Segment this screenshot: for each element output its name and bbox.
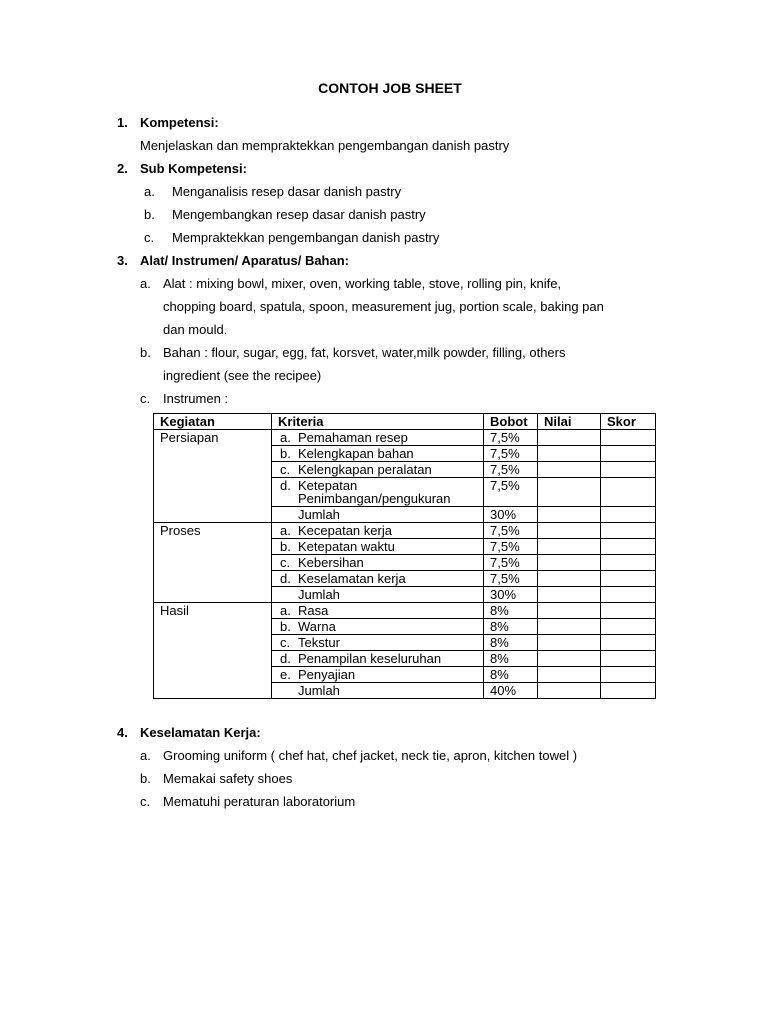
kegiatan-cell-empty — [154, 667, 272, 683]
list-item: Mematuhi peraturan laboratorium — [163, 794, 356, 809]
criteria-text: Warna — [298, 619, 336, 634]
kegiatan-cell-empty — [154, 555, 272, 571]
criteria-letter: d. — [280, 478, 291, 493]
criteria-text: Penampilan keseluruhan — [298, 651, 442, 666]
skor-cell[interactable] — [601, 603, 656, 619]
skor-cell[interactable] — [601, 446, 656, 462]
nilai-cell[interactable] — [538, 478, 601, 507]
skor-cell[interactable] — [601, 667, 656, 683]
alat-text-line: chopping board, spatula, spoon, measurement jug, portion scale, baking pan — [163, 299, 604, 314]
section-3-heading: Alat/ Instrumen/ Aparatus/ Bahan: — [140, 253, 349, 268]
criteria-letter — [278, 508, 298, 521]
kegiatan-cell-empty — [154, 571, 272, 587]
kriteria-cell — [272, 571, 484, 587]
table-row — [154, 430, 656, 446]
list-item-letter: a. — [140, 276, 151, 291]
kegiatan-cell: Proses — [154, 523, 272, 539]
skor-cell[interactable] — [601, 539, 656, 555]
instrument-table — [153, 413, 656, 699]
criteria-text: Keselamatan kerja — [298, 571, 406, 586]
criteria-text: Jumlah — [298, 587, 340, 602]
nilai-cell[interactable] — [538, 507, 601, 523]
kriteria-cell — [272, 430, 484, 446]
nilai-cell[interactable] — [538, 667, 601, 683]
criteria-letter: d. — [280, 571, 291, 586]
table-row — [154, 539, 656, 555]
bobot-cell: 7,5% — [484, 462, 538, 478]
table-row — [154, 667, 656, 683]
criteria-letter: b. — [280, 446, 291, 461]
criteria-letter: c. — [280, 462, 291, 477]
kriteria-cell — [272, 446, 484, 462]
table-row — [154, 507, 656, 523]
list-item: Menganalisis resep dasar danish pastry — [172, 184, 402, 199]
bobot-cell: 8% — [484, 619, 538, 635]
kegiatan-cell-empty — [154, 478, 272, 507]
bahan-text-line: ingredient (see the recipee) — [163, 368, 322, 383]
skor-cell[interactable] — [601, 635, 656, 651]
list-item-letter: b. — [144, 207, 155, 222]
criteria-text: Pemahaman resep — [298, 430, 408, 445]
criteria-text: Ketepatan waktu — [298, 539, 395, 554]
list-item-letter: a. — [140, 748, 151, 763]
list-item: Mengembangkan resep dasar danish pastry — [172, 207, 426, 222]
table-header-row — [154, 414, 656, 430]
criteria-text: Penyajian — [298, 667, 356, 682]
criteria-text: Kecepatan kerja — [298, 523, 392, 538]
skor-cell[interactable] — [601, 555, 656, 571]
kriteria-cell — [272, 619, 484, 635]
skor-cell[interactable] — [601, 619, 656, 635]
bobot-cell: 7,5% — [484, 571, 538, 587]
table-row — [154, 651, 656, 667]
nilai-cell[interactable] — [538, 462, 601, 478]
skor-cell[interactable] — [601, 478, 656, 507]
kegiatan-cell-empty — [154, 462, 272, 478]
alat-text-line: Alat : mixing bowl, mixer, oven, working table, stove, rolling pin, knife, — [163, 276, 562, 291]
bahan-text-line: Bahan : flour, sugar, egg, fat, korsvet, water,milk powder, filling, others — [163, 345, 566, 360]
nilai-cell[interactable] — [538, 635, 601, 651]
nilai-cell[interactable] — [538, 523, 601, 539]
table-row — [154, 683, 656, 699]
skor-cell[interactable] — [601, 683, 656, 699]
criteria-letter: b. — [280, 619, 291, 634]
skor-cell[interactable] — [601, 430, 656, 446]
criteria-letter: a. — [280, 430, 291, 445]
kriteria-cell — [272, 587, 484, 603]
column-header: Bobot — [484, 414, 538, 430]
kriteria-cell — [272, 683, 484, 699]
kegiatan-cell-empty — [154, 683, 272, 699]
nilai-cell[interactable] — [538, 446, 601, 462]
criteria-letter: c. — [280, 635, 291, 650]
bobot-cell: 8% — [484, 635, 538, 651]
bobot-cell: 7,5% — [484, 478, 538, 507]
criteria-text: Jumlah — [298, 507, 340, 522]
section-1-text: Menjelaskan dan mempraktekkan pengembangan danish pastry — [140, 138, 510, 153]
kriteria-cell — [272, 539, 484, 555]
column-header: Kriteria — [272, 414, 484, 430]
table-body — [154, 430, 656, 699]
bobot-cell: 7,5% — [484, 523, 538, 539]
table-row — [154, 478, 656, 507]
list-item-letter: c. — [140, 794, 151, 809]
kegiatan-cell: Persiapan — [154, 430, 272, 446]
instrumen-label: Instrumen : — [163, 391, 229, 406]
list-item: Mempraktekkan pengembangan danish pastry — [172, 230, 440, 245]
nilai-cell[interactable] — [538, 539, 601, 555]
criteria-text: Ketepatan Penimbangan/pengukuran — [298, 478, 451, 506]
criteria-text: Kelengkapan peralatan — [298, 462, 432, 477]
kriteria-cell — [272, 462, 484, 478]
list-item: Memakai safety shoes — [163, 771, 293, 786]
bobot-cell: 8% — [484, 603, 538, 619]
list-item-letter: c. — [140, 391, 151, 406]
bobot-cell: 8% — [484, 651, 538, 667]
kegiatan-cell-empty — [154, 446, 272, 462]
criteria-text: Tekstur — [298, 635, 340, 650]
table-row — [154, 555, 656, 571]
bobot-cell: 7,5% — [484, 539, 538, 555]
kegiatan-cell-empty — [154, 635, 272, 651]
kegiatan-cell-empty — [154, 651, 272, 667]
list-item-letter: b. — [140, 345, 151, 360]
nilai-cell[interactable] — [538, 619, 601, 635]
section-4-number: 4. — [117, 725, 128, 740]
table-row — [154, 619, 656, 635]
skor-cell[interactable] — [601, 587, 656, 603]
kriteria-cell — [272, 667, 484, 683]
bobot-cell: 7,5% — [484, 446, 538, 462]
kegiatan-cell-empty — [154, 619, 272, 635]
nilai-cell[interactable] — [538, 555, 601, 571]
nilai-cell[interactable] — [538, 651, 601, 667]
kegiatan-cell: Hasil — [154, 603, 272, 619]
section-2-heading: Sub Kompetensi: — [140, 161, 247, 176]
kegiatan-cell-empty — [154, 539, 272, 555]
list-item-letter: b. — [140, 771, 151, 786]
section-1-number: 1. — [117, 115, 128, 130]
criteria-text: Rasa — [298, 603, 329, 618]
criteria-letter: b. — [280, 539, 291, 554]
nilai-cell[interactable] — [538, 603, 601, 619]
bobot-cell: 30% — [484, 507, 538, 523]
criteria-text: Kelengkapan bahan — [298, 446, 414, 461]
skor-cell[interactable] — [601, 523, 656, 539]
column-header: Nilai — [538, 414, 601, 430]
alat-text-line: dan mould. — [163, 322, 228, 337]
kegiatan-cell-empty — [154, 587, 272, 603]
kriteria-cell — [272, 507, 484, 523]
bobot-cell: 8% — [484, 667, 538, 683]
kriteria-cell — [272, 555, 484, 571]
table-row — [154, 462, 656, 478]
skor-cell[interactable] — [601, 651, 656, 667]
table-row — [154, 446, 656, 462]
bobot-cell: 7,5% — [484, 555, 538, 571]
criteria-letter: d. — [280, 651, 291, 666]
page-title: CONTOH JOB SHEET — [318, 80, 462, 96]
criteria-letter — [278, 684, 298, 697]
column-header: Kegiatan — [154, 414, 272, 430]
kriteria-cell — [272, 523, 484, 539]
kriteria-cell — [272, 478, 484, 507]
column-header: Skor — [601, 414, 656, 430]
criteria-letter: a. — [280, 523, 291, 538]
table-row — [154, 523, 656, 539]
table-row — [154, 571, 656, 587]
bobot-cell: 30% — [484, 587, 538, 603]
criteria-text: Kebersihan — [298, 555, 364, 570]
kegiatan-cell-empty — [154, 507, 272, 523]
nilai-cell[interactable] — [538, 683, 601, 699]
criteria-letter: c. — [280, 555, 291, 570]
kriteria-cell — [272, 635, 484, 651]
criteria-letter: e. — [280, 667, 291, 682]
list-item-letter: a. — [144, 184, 155, 199]
skor-cell[interactable] — [601, 571, 656, 587]
section-2-number: 2. — [117, 161, 128, 176]
list-item: Grooming uniform ( chef hat, chef jacket, neck tie, apron, kitchen towel ) — [163, 748, 578, 763]
criteria-letter: a. — [280, 603, 291, 618]
skor-cell[interactable] — [601, 462, 656, 478]
bobot-cell: 7,5% — [484, 430, 538, 446]
skor-cell[interactable] — [601, 507, 656, 523]
criteria-text: Jumlah — [298, 683, 340, 698]
list-item-letter: c. — [144, 230, 155, 245]
section-4-heading: Keselamatan Kerja: — [140, 725, 261, 740]
kriteria-cell — [272, 651, 484, 667]
table-row — [154, 603, 656, 619]
nilai-cell[interactable] — [538, 587, 601, 603]
nilai-cell[interactable] — [538, 430, 601, 446]
table-row — [154, 587, 656, 603]
table-row — [154, 635, 656, 651]
kriteria-cell — [272, 603, 484, 619]
nilai-cell[interactable] — [538, 571, 601, 587]
section-3-number: 3. — [117, 253, 128, 268]
section-1-heading: Kompetensi: — [140, 115, 219, 130]
criteria-letter — [278, 588, 298, 601]
bobot-cell: 40% — [484, 683, 538, 699]
